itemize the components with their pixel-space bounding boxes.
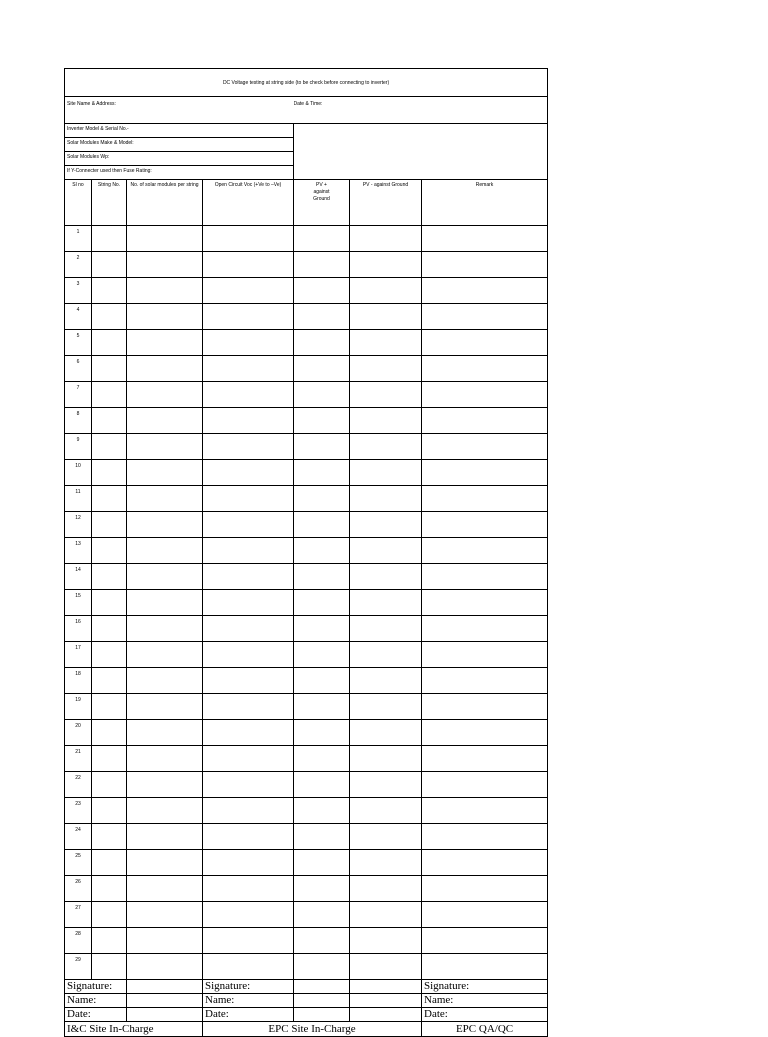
entry-cell[interactable] [92, 434, 127, 460]
row-number[interactable]: 18 [65, 668, 92, 694]
entry-cell[interactable] [203, 512, 294, 538]
entry-cell[interactable] [422, 564, 548, 590]
entry-cell[interactable] [294, 798, 350, 824]
entry-cell[interactable] [422, 434, 548, 460]
epc-sign-field[interactable] [294, 994, 350, 1008]
entry-cell[interactable] [203, 824, 294, 850]
ic-sign-field[interactable] [127, 1008, 203, 1022]
entry-cell[interactable] [294, 304, 350, 330]
signature-row [65, 994, 548, 1008]
entry-cell[interactable] [350, 928, 422, 954]
qa-sign-label: Date: [422, 1008, 548, 1022]
row-number[interactable]: 9 [65, 434, 92, 460]
dc-voltage-test-form [64, 68, 547, 1037]
entry-cell[interactable] [127, 590, 203, 616]
ic-site-incharge-label: I&C Site In-Charge [65, 1022, 203, 1037]
entry-cell[interactable] [350, 486, 422, 512]
entry-cell[interactable] [422, 642, 548, 668]
table-row [65, 564, 548, 590]
form-body [65, 69, 548, 1037]
entry-cell[interactable] [422, 668, 548, 694]
entry-cell[interactable] [422, 512, 548, 538]
entry-cell[interactable] [203, 668, 294, 694]
entry-cell[interactable] [92, 278, 127, 304]
table-row [65, 408, 548, 434]
entry-cell[interactable] [127, 850, 203, 876]
entry-cell[interactable] [203, 694, 294, 720]
table-row [65, 356, 548, 382]
entry-cell[interactable] [350, 538, 422, 564]
entry-cell[interactable] [127, 434, 203, 460]
table-row [65, 668, 548, 694]
table-row [65, 434, 548, 460]
info-blank-area [294, 124, 548, 180]
entry-cell[interactable] [92, 798, 127, 824]
entry-cell[interactable] [294, 278, 350, 304]
entry-cell[interactable] [350, 512, 422, 538]
entry-cell[interactable] [422, 954, 548, 980]
entry-cell[interactable] [92, 486, 127, 512]
entry-cell[interactable] [350, 694, 422, 720]
ic-sign-field[interactable] [127, 980, 203, 994]
row-number[interactable]: 29 [65, 954, 92, 980]
row-number[interactable]: 10 [65, 460, 92, 486]
row-number[interactable]: 20 [65, 720, 92, 746]
entry-cell[interactable] [294, 824, 350, 850]
entry-cell[interactable] [127, 304, 203, 330]
entry-cell[interactable] [127, 356, 203, 382]
entry-cell[interactable] [127, 616, 203, 642]
entry-cell[interactable] [422, 902, 548, 928]
column-header-row [65, 180, 548, 226]
entry-cell[interactable] [422, 330, 548, 356]
entry-cell[interactable] [92, 772, 127, 798]
entry-cell[interactable] [203, 772, 294, 798]
entry-cell[interactable] [422, 278, 548, 304]
entry-cell[interactable] [294, 772, 350, 798]
entry-cell[interactable] [422, 538, 548, 564]
entry-cell[interactable] [203, 538, 294, 564]
signature-row [65, 1008, 548, 1022]
entry-cell[interactable] [203, 954, 294, 980]
entry-cell[interactable] [350, 850, 422, 876]
ic-sign-label: Signature: [65, 980, 127, 994]
epc-site-incharge-label: EPC Site In-Charge [203, 1022, 422, 1037]
entry-cell[interactable] [350, 590, 422, 616]
entry-cell[interactable] [127, 668, 203, 694]
table-row [65, 538, 548, 564]
table-row [65, 460, 548, 486]
entry-cell[interactable] [422, 356, 548, 382]
row-number[interactable]: 26 [65, 876, 92, 902]
entry-cell[interactable] [127, 512, 203, 538]
row-number[interactable]: 28 [65, 928, 92, 954]
entry-cell[interactable] [422, 382, 548, 408]
entry-cell[interactable] [350, 382, 422, 408]
table-row [65, 616, 548, 642]
row-number[interactable]: 6 [65, 356, 92, 382]
entry-cell[interactable] [350, 824, 422, 850]
entry-cell[interactable] [294, 720, 350, 746]
row-number[interactable]: 15 [65, 590, 92, 616]
entry-cell[interactable] [92, 928, 127, 954]
table-row [65, 330, 548, 356]
epc-sign-field[interactable] [294, 980, 350, 994]
entry-cell[interactable] [127, 252, 203, 278]
entry-cell[interactable] [350, 460, 422, 486]
row-number[interactable]: 27 [65, 902, 92, 928]
entry-cell[interactable] [350, 330, 422, 356]
entry-cell[interactable] [350, 668, 422, 694]
entry-cell[interactable] [422, 226, 548, 252]
entry-cell[interactable] [203, 876, 294, 902]
entry-cell[interactable] [422, 460, 548, 486]
entry-cell[interactable] [92, 720, 127, 746]
table-row [65, 382, 548, 408]
entry-cell[interactable] [127, 902, 203, 928]
entry-cell[interactable] [203, 304, 294, 330]
row-number[interactable]: 1 [65, 226, 92, 252]
entry-cell[interactable] [92, 304, 127, 330]
entry-cell[interactable] [350, 746, 422, 772]
entry-cell[interactable] [422, 694, 548, 720]
epc-sign-label: Name: [203, 994, 294, 1008]
entry-cell[interactable] [294, 408, 350, 434]
entry-cell[interactable] [203, 850, 294, 876]
epc-sign-field-2[interactable] [350, 994, 422, 1008]
table-row [65, 746, 548, 772]
module-wp-label: Solar Modules Wp: [65, 152, 294, 166]
row-number[interactable]: 23 [65, 798, 92, 824]
entry-cell[interactable] [350, 876, 422, 902]
entry-cell[interactable] [203, 590, 294, 616]
entry-cell[interactable] [127, 876, 203, 902]
entry-cell[interactable] [350, 616, 422, 642]
col-string-no: String No. [92, 180, 127, 226]
entry-cell[interactable] [203, 330, 294, 356]
table-row [65, 642, 548, 668]
epc-sign-label: Signature: [203, 980, 294, 994]
entry-cell[interactable] [127, 460, 203, 486]
entry-cell[interactable] [350, 408, 422, 434]
entry-cell[interactable] [294, 382, 350, 408]
entry-cell[interactable] [127, 486, 203, 512]
module-make-label: Solar Modules Make & Model: [65, 138, 294, 152]
entry-cell[interactable] [294, 954, 350, 980]
entry-cell[interactable] [294, 486, 350, 512]
row-number[interactable]: 5 [65, 330, 92, 356]
epc-sign-field[interactable] [294, 1008, 350, 1022]
entry-cell[interactable] [92, 382, 127, 408]
entry-cell[interactable] [203, 408, 294, 434]
epc-qa-qc-label: EPC QA/QC [422, 1022, 548, 1037]
entry-cell[interactable] [350, 564, 422, 590]
entry-cell[interactable] [127, 928, 203, 954]
entry-cell[interactable] [203, 798, 294, 824]
entry-cell[interactable] [350, 278, 422, 304]
table-row [65, 772, 548, 798]
entry-cell[interactable] [350, 434, 422, 460]
entry-cell[interactable] [127, 226, 203, 252]
table-row [65, 824, 548, 850]
entry-cell[interactable] [203, 278, 294, 304]
entry-cell[interactable] [294, 694, 350, 720]
entry-cell[interactable] [294, 434, 350, 460]
col-open-circuit-voc: Open Circuit Voc (+Ve to –Ve) [203, 180, 294, 226]
entry-cell[interactable] [127, 772, 203, 798]
entry-cell[interactable] [92, 824, 127, 850]
row-number[interactable]: 3 [65, 278, 92, 304]
entry-cell[interactable] [422, 486, 548, 512]
entry-cell[interactable] [203, 460, 294, 486]
entry-cell[interactable] [350, 798, 422, 824]
entry-cell[interactable] [294, 564, 350, 590]
entry-cell[interactable] [350, 720, 422, 746]
entry-cell[interactable] [294, 252, 350, 278]
entry-cell[interactable] [422, 304, 548, 330]
row-number[interactable]: 25 [65, 850, 92, 876]
row-number[interactable]: 7 [65, 382, 92, 408]
table-row [65, 954, 548, 980]
entry-cell[interactable] [203, 616, 294, 642]
entry-cell[interactable] [92, 876, 127, 902]
entry-cell[interactable] [127, 798, 203, 824]
entry-cell[interactable] [92, 226, 127, 252]
entry-cell[interactable] [294, 460, 350, 486]
table-row [65, 304, 548, 330]
entry-cell[interactable] [203, 226, 294, 252]
col-pv-minus-ground: PV - against Ground [350, 180, 422, 226]
row-number[interactable]: 2 [65, 252, 92, 278]
entry-cell[interactable] [127, 642, 203, 668]
ic-sign-label: Name: [65, 994, 127, 1008]
entry-cell[interactable] [127, 746, 203, 772]
ic-sign-field[interactable] [127, 994, 203, 1008]
table-row [65, 486, 548, 512]
entry-cell[interactable] [203, 434, 294, 460]
entry-cell[interactable] [127, 408, 203, 434]
table-row [65, 850, 548, 876]
entry-cell[interactable] [294, 746, 350, 772]
entry-cell[interactable] [294, 928, 350, 954]
entry-cell[interactable] [350, 772, 422, 798]
table-row [65, 226, 548, 252]
entry-cell[interactable] [203, 642, 294, 668]
entry-cell[interactable] [92, 902, 127, 928]
entry-cell[interactable] [294, 538, 350, 564]
entry-cell[interactable] [92, 590, 127, 616]
ic-sign-label: Date: [65, 1008, 127, 1022]
entry-cell[interactable] [92, 538, 127, 564]
entry-cell[interactable] [294, 850, 350, 876]
table-row [65, 798, 548, 824]
entry-cell[interactable] [422, 720, 548, 746]
entry-cell[interactable] [203, 356, 294, 382]
entry-cell[interactable] [127, 694, 203, 720]
entry-cell[interactable] [203, 486, 294, 512]
entry-cell[interactable] [422, 798, 548, 824]
site-name-label: Site Name & Address: [65, 97, 294, 124]
entry-cell[interactable] [350, 902, 422, 928]
entry-cell[interactable] [350, 642, 422, 668]
entry-cell[interactable] [92, 460, 127, 486]
entry-cell[interactable] [350, 954, 422, 980]
entry-cell[interactable] [127, 278, 203, 304]
row-number[interactable]: 12 [65, 512, 92, 538]
table-row [65, 720, 548, 746]
entry-cell[interactable] [92, 512, 127, 538]
row-number[interactable]: 19 [65, 694, 92, 720]
col-remark: Remark [422, 180, 548, 226]
epc-sign-field-2[interactable] [350, 1008, 422, 1022]
row-number[interactable]: 16 [65, 616, 92, 642]
entry-cell[interactable] [92, 356, 127, 382]
entry-cell[interactable] [422, 850, 548, 876]
entry-cell[interactable] [92, 616, 127, 642]
date-time-label: Date & Time: [294, 97, 548, 124]
entry-cell[interactable] [422, 876, 548, 902]
form-title: DC Voltage testing at string side (to be check before connecting to inverter) [65, 69, 548, 97]
entry-cell[interactable] [294, 512, 350, 538]
entry-cell[interactable] [350, 356, 422, 382]
entry-cell[interactable] [92, 954, 127, 980]
table-row [65, 252, 548, 278]
col-sl-no: Sl no [65, 180, 92, 226]
table-row [65, 512, 548, 538]
table-row [65, 928, 548, 954]
entry-cell[interactable] [92, 850, 127, 876]
entry-cell[interactable] [92, 252, 127, 278]
epc-sign-label: Date: [203, 1008, 294, 1022]
col-pv-plus-ground: PV + against Ground [294, 180, 350, 226]
entry-cell[interactable] [203, 720, 294, 746]
table-row [65, 590, 548, 616]
entry-cell[interactable] [422, 590, 548, 616]
entry-cell[interactable] [203, 564, 294, 590]
entry-cell[interactable] [422, 746, 548, 772]
entry-cell[interactable] [92, 330, 127, 356]
qa-sign-label: Signature: [422, 980, 548, 994]
entry-cell[interactable] [127, 564, 203, 590]
entry-cell[interactable] [203, 252, 294, 278]
entry-cell[interactable] [203, 746, 294, 772]
entry-cell[interactable] [422, 928, 548, 954]
entry-cell[interactable] [294, 668, 350, 694]
entry-cell[interactable] [203, 382, 294, 408]
signature-row [65, 980, 548, 994]
entry-cell[interactable] [203, 902, 294, 928]
row-number[interactable]: 22 [65, 772, 92, 798]
row-number[interactable]: 13 [65, 538, 92, 564]
entry-cell[interactable] [422, 252, 548, 278]
entry-cell[interactable] [350, 252, 422, 278]
entry-cell[interactable] [92, 668, 127, 694]
entry-cell[interactable] [294, 226, 350, 252]
entry-cell[interactable] [422, 616, 548, 642]
entry-cell[interactable] [92, 694, 127, 720]
col-modules-per-string: No. of solar modules per string [127, 180, 203, 226]
table-row [65, 902, 548, 928]
entry-cell[interactable] [203, 928, 294, 954]
entry-cell[interactable] [92, 746, 127, 772]
epc-sign-field-2[interactable] [350, 980, 422, 994]
qa-sign-label: Name: [422, 994, 548, 1008]
entry-cell[interactable] [350, 304, 422, 330]
row-number[interactable]: 17 [65, 642, 92, 668]
entry-cell[interactable] [294, 616, 350, 642]
entry-cell[interactable] [350, 226, 422, 252]
entry-cell[interactable] [422, 824, 548, 850]
entry-cell[interactable] [92, 564, 127, 590]
entry-cell[interactable] [294, 902, 350, 928]
fuse-rating-label: If Y-Connecter used then Fuse Rating: [65, 166, 294, 180]
form-table [64, 68, 548, 1037]
entry-cell[interactable] [294, 590, 350, 616]
entry-cell[interactable] [92, 642, 127, 668]
entry-cell[interactable] [294, 876, 350, 902]
entry-cell[interactable] [422, 408, 548, 434]
row-number[interactable]: 11 [65, 486, 92, 512]
entry-cell[interactable] [294, 330, 350, 356]
entry-cell[interactable] [127, 954, 203, 980]
row-number[interactable]: 14 [65, 564, 92, 590]
table-row [65, 694, 548, 720]
row-number[interactable]: 8 [65, 408, 92, 434]
row-number[interactable]: 24 [65, 824, 92, 850]
row-number[interactable]: 4 [65, 304, 92, 330]
table-row [65, 278, 548, 304]
entry-cell[interactable] [294, 356, 350, 382]
entry-cell[interactable] [422, 772, 548, 798]
entry-cell[interactable] [127, 720, 203, 746]
entry-cell[interactable] [127, 382, 203, 408]
inverter-model-label: Inverter Model & Serial No.- [65, 124, 294, 138]
entry-cell[interactable] [127, 538, 203, 564]
entry-cell[interactable] [127, 824, 203, 850]
table-row [65, 876, 548, 902]
entry-cell[interactable] [92, 408, 127, 434]
entry-cell[interactable] [294, 642, 350, 668]
entry-cell[interactable] [127, 330, 203, 356]
row-number[interactable]: 21 [65, 746, 92, 772]
